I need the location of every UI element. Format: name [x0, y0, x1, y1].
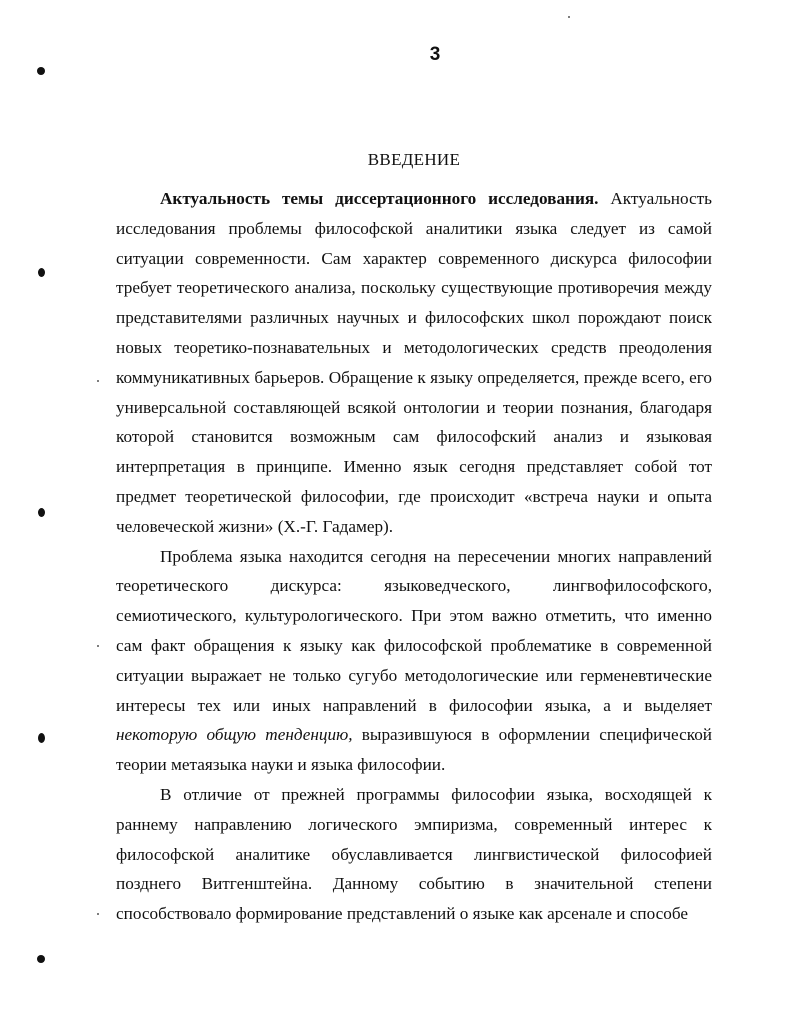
scan-speck — [97, 380, 99, 382]
scan-mark — [38, 733, 45, 743]
relevance-text: Актуальность исследования проблемы философской аналитики языка следует из самой ситуации современности. Сам характер современного дискурса философии требует теоретического анализа, поскольку существующие противоречия между представителями различных научных и философских школ порождают поиск новых теоретико-познавательных и методологических средств преодоления коммуникативных барьеров. Обращение к языку определяется, прежде всего, его универсальной составляющей всякой онтологии и теории познания, благодаря которой становится возможным сам философский анализ и языковая интерпретация в принципе. Именно язык сегодня представляет собой тот предмет теоретической философии, где происходит «встреча науки и опыта человеческой жизни» (Х.-Г. Гадамер). — [116, 189, 712, 536]
scan-speck — [97, 645, 99, 647]
scan-mark — [37, 955, 45, 963]
scan-mark — [38, 508, 45, 517]
scan-speck — [97, 913, 99, 915]
section-heading: ВВЕДЕНИЕ — [367, 150, 461, 169]
paragraph-relevance — [116, 184, 712, 542]
language-problem-text-after: выразившуюся в оформлении специфической теории метаязыка науки и языка философии. — [116, 725, 712, 775]
language-problem-text-before: Проблема языка находится сегодня на пересечении многих направлений теоретического дискурса: языковедческого, лингвофилософского, семиотического, культурологического. При этом важно отметить, что именно сам факт обращения к языку как философской проблематике в современной ситуации выражает не только сугубо методологические или герменевтические интересы тех или иных направлений в философии языка, а и выделяет — [116, 546, 712, 715]
language-problem-italic: некоторую общую тенденцию, — [116, 725, 353, 745]
relevance-lead: Актуальность темы диссертационного исследования. — [160, 189, 599, 208]
page-number: 3 — [429, 44, 441, 65]
paragraph-wittgenstein — [116, 780, 712, 929]
scan-mark — [37, 67, 45, 75]
wittgenstein-text: В отличие от прежней программы философии языка, восходящей к раннему направлению логического эмпиризма, современный интерес к философской аналитике обуславливается лингвистической философией позднего Витгенштейна. Данному событию в значительной степени способствовало формирование представлений о языке как арсенале и способе — [116, 784, 712, 924]
scan-speck — [568, 16, 570, 18]
paragraph-language-problem — [116, 542, 712, 780]
body-text — [116, 184, 712, 929]
scan-mark — [38, 268, 45, 277]
